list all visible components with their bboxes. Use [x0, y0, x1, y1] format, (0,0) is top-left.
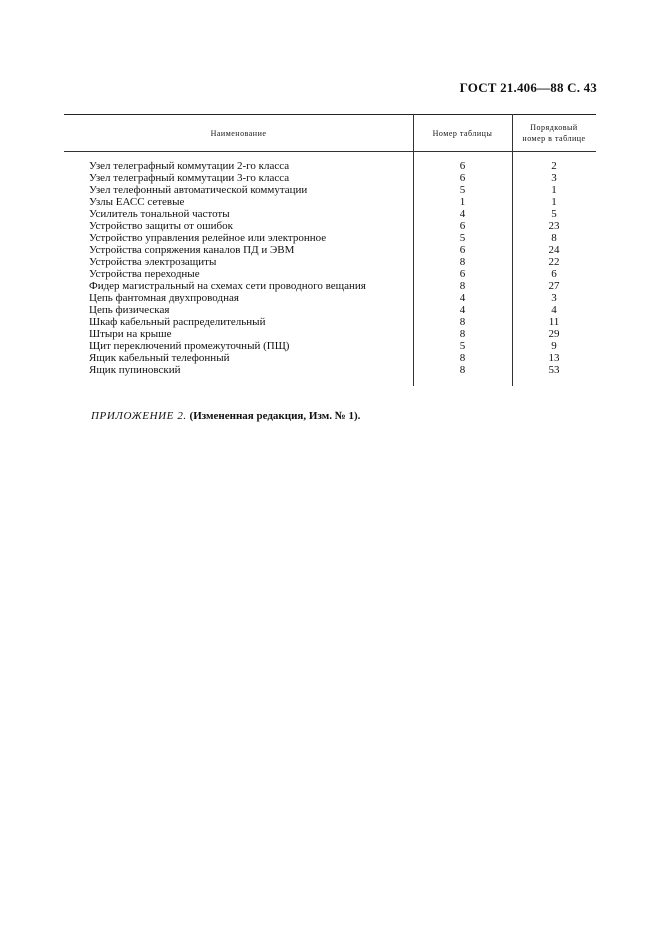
- header-sequence-label: Порядковый номер в таблице: [522, 123, 586, 143]
- row-name: Устройства электрозащиты: [89, 256, 217, 268]
- row-sequence-number: 1: [551, 184, 557, 196]
- table-row: [64, 316, 596, 328]
- index-table: [64, 114, 596, 376]
- table-row: [64, 160, 596, 172]
- table-row: [64, 328, 596, 340]
- row-name: Узлы ЕАСС сетевые: [89, 196, 185, 208]
- table-header-row: [64, 115, 596, 152]
- row-sequence-number: 11: [548, 316, 560, 328]
- row-sequence-number: 6: [551, 268, 557, 280]
- row-table-number: 8: [459, 316, 466, 328]
- table-row: [64, 244, 596, 256]
- row-sequence-number: 22: [548, 256, 560, 268]
- note-label: ПРИЛОЖЕНИЕ 2.: [91, 410, 187, 422]
- table-row: [64, 196, 596, 208]
- table-row: [64, 364, 596, 376]
- row-table-number: 6: [459, 268, 466, 280]
- header-sequence-number: [512, 115, 596, 151]
- row-name: Устройство защиты от ошибок: [89, 220, 233, 232]
- table-row: [64, 256, 596, 268]
- row-name: Узел телеграфный коммутации 3-го класса: [89, 172, 290, 184]
- row-table-number: 8: [459, 328, 466, 340]
- row-sequence-number: 24: [548, 244, 560, 256]
- row-table-number: 6: [459, 172, 466, 184]
- row-name: Штыри на крыше: [89, 328, 172, 340]
- table-row: [64, 292, 596, 304]
- table-row: [64, 232, 596, 244]
- row-table-number: 8: [459, 352, 466, 364]
- table-row: [64, 220, 596, 232]
- row-sequence-number: 8: [551, 232, 557, 244]
- row-table-number: 5: [459, 184, 466, 196]
- row-sequence-number: 3: [551, 172, 557, 184]
- row-table-number: 1: [459, 196, 466, 208]
- table-row: [64, 304, 596, 316]
- row-table-number: 5: [459, 340, 466, 352]
- row-name: Ящик пупиновский: [89, 364, 181, 376]
- row-table-number: 8: [459, 280, 466, 292]
- row-name: Щит переключений промежуточный (ПЩ): [89, 340, 290, 352]
- table-body: [64, 160, 596, 376]
- row-name: Устройства переходные: [89, 268, 200, 280]
- table-row: [64, 208, 596, 220]
- row-table-number: 8: [459, 364, 466, 376]
- row-sequence-number: 29: [548, 328, 560, 340]
- row-name: Устройство управления релейное или электронное: [89, 232, 327, 244]
- row-name: Цепь фантомная двухпроводная: [89, 292, 239, 304]
- table-row: [64, 340, 596, 352]
- row-name: Усилитель тональной частоты: [89, 208, 230, 220]
- row-name: Цепь физическая: [89, 304, 170, 316]
- row-name: Узел телеграфный коммутации 2-го класса: [89, 160, 290, 172]
- table-row: [64, 280, 596, 292]
- row-sequence-number: 9: [551, 340, 557, 352]
- table-row: [64, 268, 596, 280]
- header-name: Наименование: [210, 128, 267, 138]
- row-sequence-number: 27: [548, 280, 560, 292]
- row-table-number: 5: [459, 232, 466, 244]
- row-sequence-number: 5: [551, 208, 557, 220]
- row-table-number: 4: [459, 292, 466, 304]
- row-name: Устройства сопряжения каналов ПД и ЭВМ: [89, 244, 295, 256]
- row-sequence-number: 3: [551, 292, 557, 304]
- row-name: Ящик кабельный телефонный: [89, 352, 230, 364]
- row-sequence-number: 23: [548, 220, 560, 232]
- row-table-number: 4: [459, 208, 466, 220]
- table-row: [64, 172, 596, 184]
- row-table-number: 8: [459, 256, 466, 268]
- row-name: Фидер магистральный на схемах сети проводного вещания: [89, 280, 366, 292]
- appendix-note: [91, 410, 360, 422]
- row-name: Шкаф кабельный распределительный: [89, 316, 266, 328]
- table-row: [64, 184, 596, 196]
- header-table-number: Номер таблицы: [432, 128, 493, 138]
- row-sequence-number: 1: [551, 196, 557, 208]
- row-table-number: 4: [459, 304, 466, 316]
- table-row: [64, 352, 596, 364]
- row-sequence-number: 53: [548, 364, 560, 376]
- row-name: Узел телефонный автоматической коммутации: [89, 184, 308, 196]
- row-sequence-number: 13: [548, 352, 560, 364]
- page-header: ГОСТ 21.406—88 С. 43: [459, 80, 597, 95]
- note-text: (Измененная редакция, Изм. № 1).: [189, 410, 361, 422]
- row-table-number: 6: [459, 244, 466, 256]
- row-table-number: 6: [459, 220, 466, 232]
- row-sequence-number: 4: [551, 304, 557, 316]
- row-sequence-number: 2: [551, 160, 557, 172]
- row-table-number: 6: [459, 160, 466, 172]
